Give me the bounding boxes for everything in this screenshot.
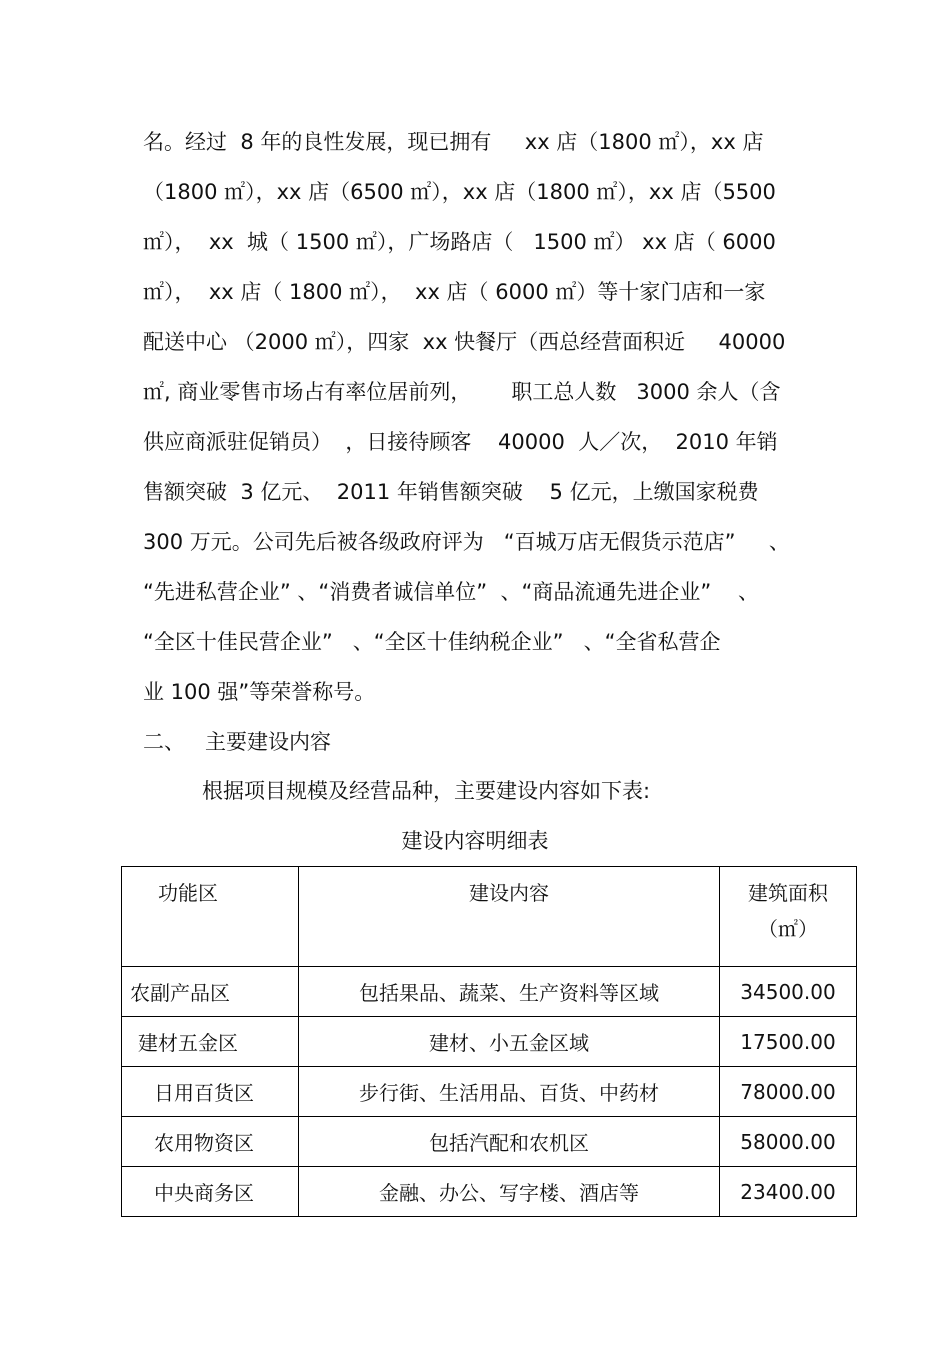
cell-function-area: 农副产品区 xyxy=(122,967,299,1017)
paragraph-line: ㎡）， xx 城（ 1500 ㎡），广场路店（ 1500 ㎡） xx 店（ 6000 xyxy=(143,230,776,254)
table-header-row xyxy=(122,867,857,967)
table-row xyxy=(122,1067,857,1117)
intro-text: 根据项目规模及经营品种，主要建设内容如下表: xyxy=(202,779,651,803)
paragraph-line: 名。经过 8 年的良性发展，现已拥有 xx 店（1800 ㎡），xx 店 xyxy=(143,130,764,154)
paragraph-line: 供应商派驻促销员） ，日接待顾客 40000 人／次， 2010 年销 xyxy=(143,430,778,454)
cell-function-area: 农用物资区 xyxy=(122,1117,299,1167)
paragraph-line: ㎡, 商业零售市场占有率位居前列， 职工总人数 3000 余人（含 xyxy=(143,380,781,404)
section-heading: 二、 主要建设内容 xyxy=(143,730,332,754)
header-cell xyxy=(122,867,299,967)
paragraph-line: 售额突破 3 亿元、 2011 年销售额突破 5 亿元，上缴国家税费 xyxy=(143,480,759,504)
paragraph-line: ㎡）， xx 店（ 1800 ㎡）， xx 店（ 6000 ㎡）等十家门店和一家 xyxy=(143,280,766,304)
table-row xyxy=(122,1167,857,1217)
header-function-area: 功能区 xyxy=(158,881,218,905)
table-row xyxy=(122,1117,857,1167)
header-content: 建设内容 xyxy=(469,881,549,905)
paragraph-line: 业 100 强”等荣誉称号。 xyxy=(143,680,376,704)
cell-function-area: 建材五金区 xyxy=(122,1017,299,1067)
cell-area: 23400.00 xyxy=(720,1167,857,1217)
cell-content: 步行街、生活用品、百货、中药材 xyxy=(299,1067,720,1117)
cell-content: 包括汽配和农机区 xyxy=(299,1117,720,1167)
cell-function-area: 中央商务区 xyxy=(122,1167,299,1217)
paragraph-line: 300 万元。公司先后被各级政府评为 “百城万店无假货示范店” 、 xyxy=(143,530,790,554)
header-area: 建筑面积 xyxy=(748,881,828,905)
paragraph-line: （1800 ㎡），xx 店（6500 ㎡），xx 店（1800 ㎡），xx 店（5500 xyxy=(143,180,776,204)
cell-area: 78000.00 xyxy=(720,1067,857,1117)
cell-content: 金融、办公、写字楼、酒店等 xyxy=(299,1167,720,1217)
paragraph-line: “全区十佳民营企业” 、“全区十佳纳税企业” 、“全省私营企 xyxy=(143,630,721,654)
detail-table xyxy=(121,866,857,1217)
cell-content: 包括果品、蔬菜、生产资料等区域 xyxy=(299,967,720,1017)
cell-area: 17500.00 xyxy=(720,1017,857,1067)
cell-area: 58000.00 xyxy=(720,1117,857,1167)
header-cell xyxy=(720,867,857,967)
paragraph-line: “先进私营企业” 、“消费者诚信单位” 、“商品流通先进企业” 、 xyxy=(143,580,760,604)
cell-function-area: 日用百货区 xyxy=(122,1067,299,1117)
header-cell xyxy=(299,867,720,967)
header-area-unit: （㎡） xyxy=(758,917,818,941)
cell-content: 建材、小五金区域 xyxy=(299,1017,720,1067)
table-row xyxy=(122,1017,857,1067)
table-row xyxy=(122,967,857,1017)
paragraph-line: 配送中心 （2000 ㎡），四家 xx 快餐厅（西总经营面积近 40000 xyxy=(143,330,786,354)
table-caption: 建设内容明细表 xyxy=(401,829,549,853)
cell-area: 34500.00 xyxy=(720,967,857,1017)
